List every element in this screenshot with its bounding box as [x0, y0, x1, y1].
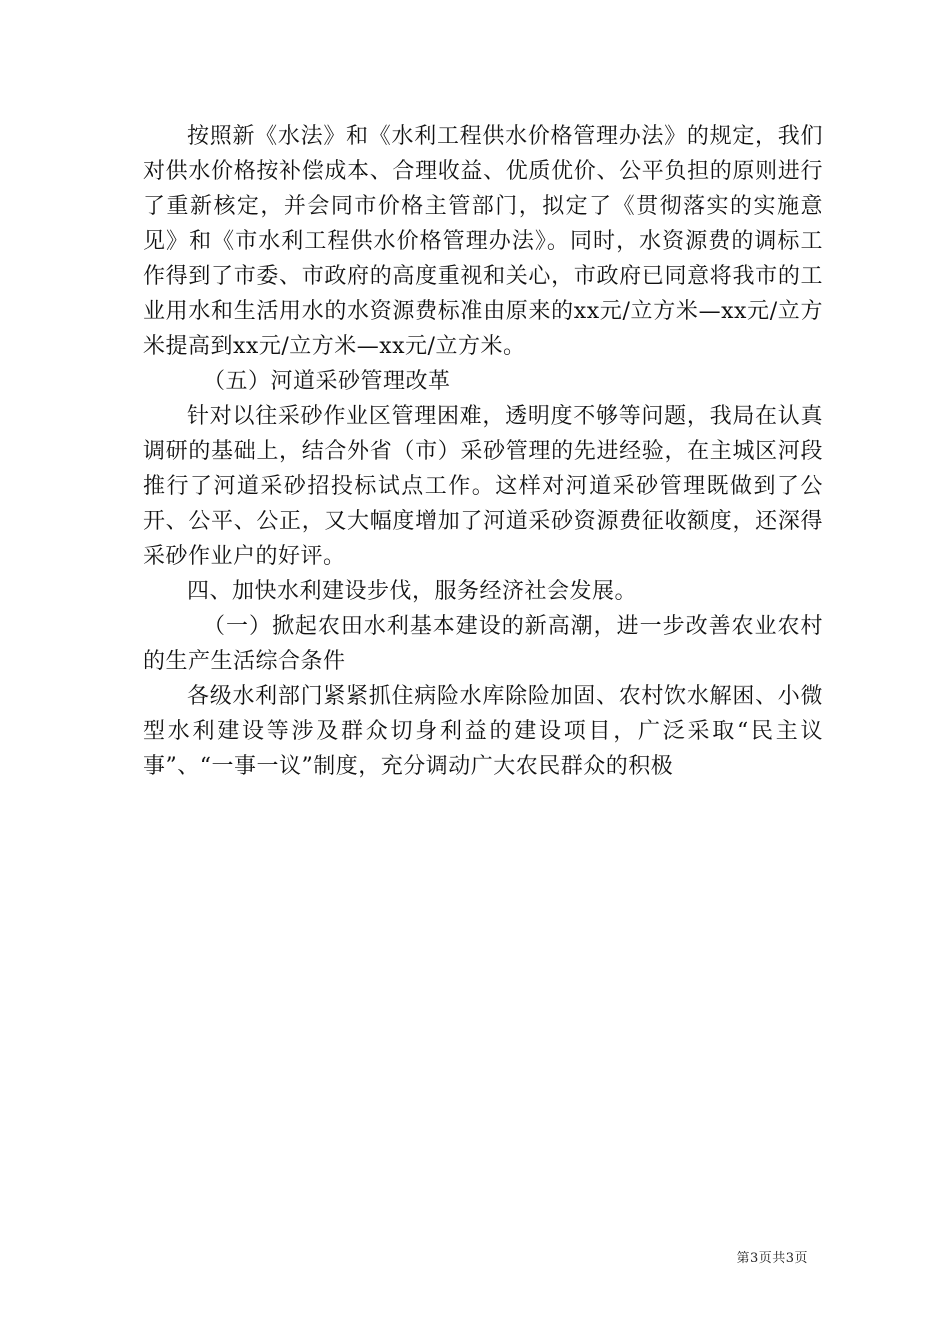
paragraph-sand-mining-bidding: 针对以往采砂作业区管理困难，透明度不够等问题，我局在认真调研的基础上，结合外省（市）采砂管理的先进经验，在主城区河段推行了河道采砂招投标试点工作。这样对河道采砂管理既做到了公开、公平、公正，又大幅度增加了河道采砂资源费征收额度，还深得采砂作业户的好评。: [143, 404, 823, 569]
page-number-footer: 第3页共3页: [736, 1251, 808, 1266]
section-heading-sand-mining-reform: （五）河道采砂管理改革: [203, 369, 451, 394]
paragraph-water-departments-projects: 各级水利部门紧紧抓住病险水库除险加固、农村饮水解困、小微型水利建设等涉及群众切身利益的建设项目，广泛采取“民主议事”、“一事一议”制度，充分调动广大农民群众的积极: [143, 684, 823, 779]
paragraph-water-price-reform: 按照新《水法》和《水利工程供水价格管理办法》的规定，我们对供水价格按补偿成本、合理收益、优质优价、公平负担的原则进行了重新核定，并会同市价格主管部门，拟定了《贯彻落实的实施意见》和《市水利工程供水价格管理办法》。同时，水资源费的调标工作得到了市委、市政府的高度重视和关心，市政府已同意将我市的工业用水和生活用水的水资源费标准由原来的xx元/立方米—xx元/立方米提高到xx元/立方米—xx元/立方米。: [143, 124, 823, 359]
section-heading-water-construction: 四、加快水利建设步伐，服务经济社会发展。: [187, 579, 638, 604]
subsection-heading-farmland-irrigation: （一）掀起农田水利基本建设的新高潮，进一步改善农业农村的生产生活综合条件: [143, 614, 823, 674]
document-body: [143, 119, 823, 784]
